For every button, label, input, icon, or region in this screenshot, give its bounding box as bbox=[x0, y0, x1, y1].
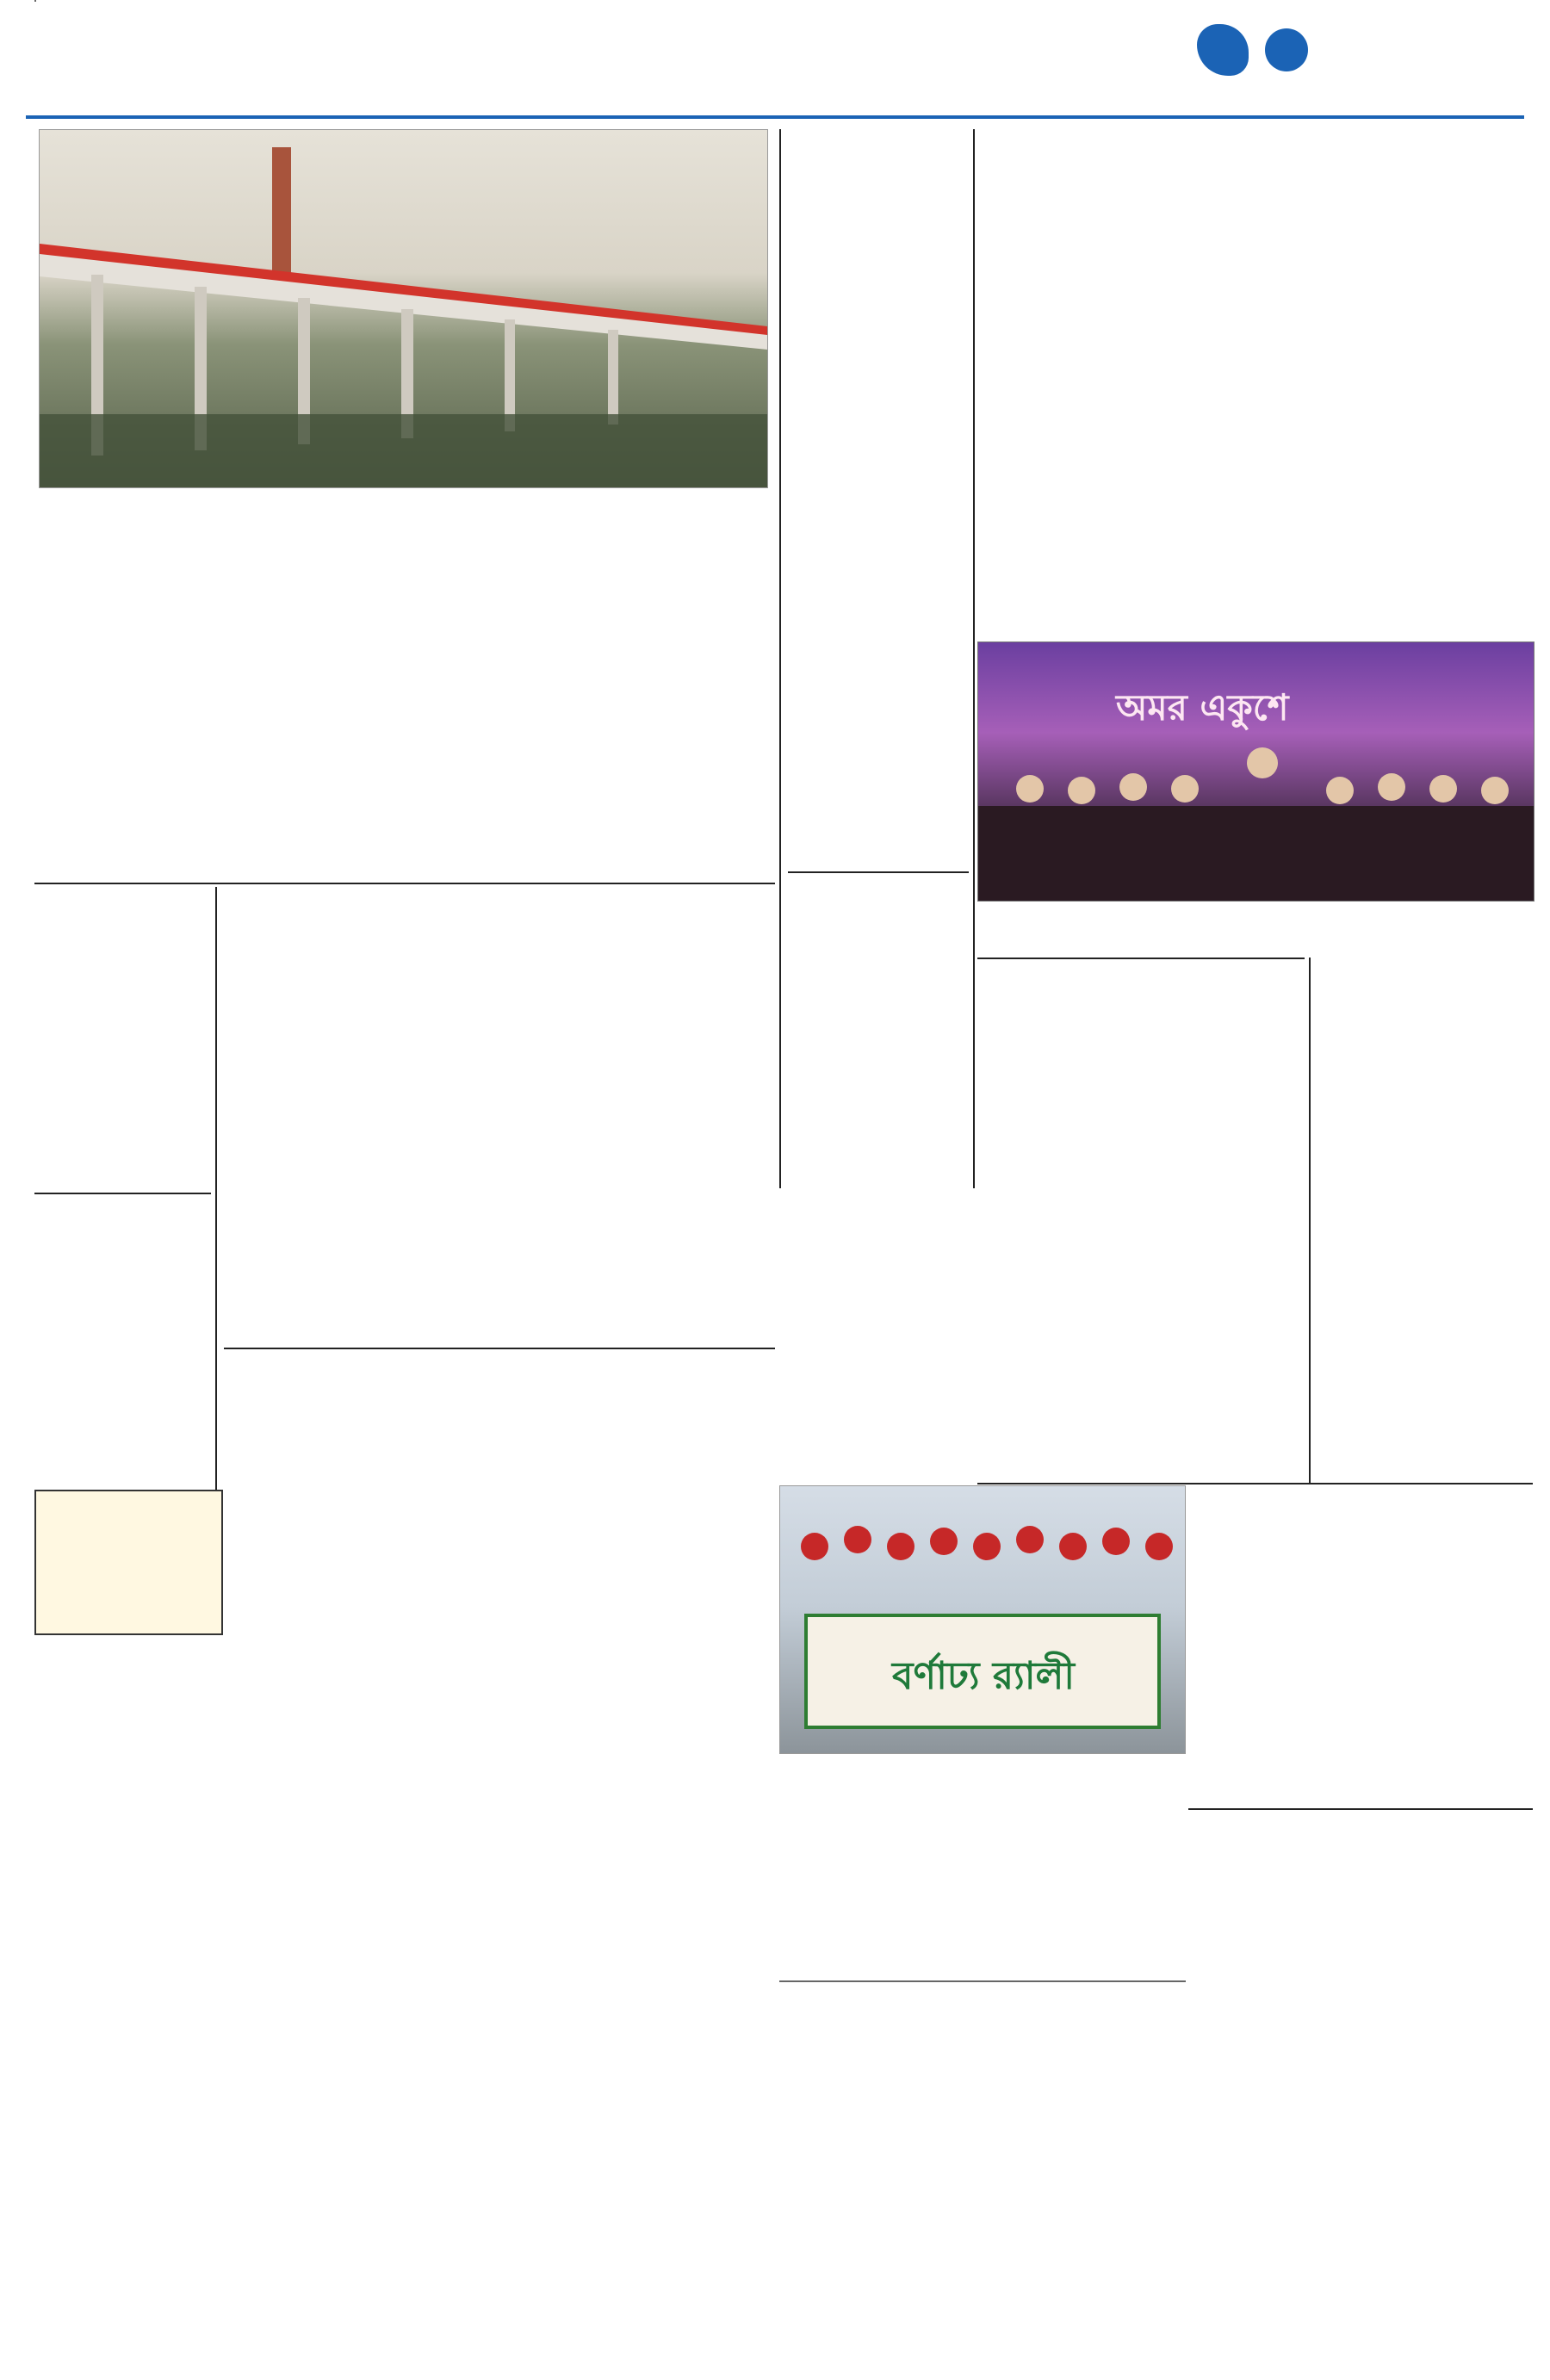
kurigram-rule bbox=[34, 883, 775, 884]
lalmonirhat-rule bbox=[977, 958, 1305, 959]
unused-spacer-2 bbox=[34, 0, 36, 2]
column-rule-2 bbox=[973, 129, 975, 1188]
chapai-rule bbox=[1309, 958, 1311, 1483]
section-badge bbox=[1197, 24, 1533, 84]
digital-body-1 bbox=[237, 1472, 495, 2342]
jobs-ad bbox=[34, 1490, 223, 1635]
digital-body-2 bbox=[508, 1472, 771, 2342]
chapai-body bbox=[1318, 1021, 1533, 1469]
sadullapur-rule bbox=[1188, 1808, 1533, 1810]
fulbari-rule bbox=[34, 1193, 211, 1194]
kurigram-body-1 bbox=[224, 1016, 396, 1343]
fair-body-2 bbox=[1262, 251, 1533, 630]
krishi-photo bbox=[779, 1485, 1186, 1754]
kurigram-body-2 bbox=[409, 1016, 586, 1343]
column-rule bbox=[779, 129, 781, 1188]
rally-illustration bbox=[780, 1486, 1185, 1753]
lalmonirhat-body-2 bbox=[1145, 1051, 1300, 1472]
adamdighi-body bbox=[34, 951, 211, 1184]
rally-banner-text: বর্ণাঢ্য র‍্যালী bbox=[892, 1654, 1075, 1698]
kurigram-body-3 bbox=[598, 1016, 775, 1343]
fulbari-body bbox=[34, 1264, 211, 1479]
dam-body-3 bbox=[530, 670, 771, 877]
dam-body-2 bbox=[284, 670, 517, 877]
bangladesh-map-icon bbox=[1197, 24, 1249, 76]
krishi-rule-top bbox=[977, 1483, 1533, 1484]
chimney-icon bbox=[272, 147, 291, 276]
dam-photo bbox=[39, 129, 768, 488]
masthead-rule bbox=[26, 115, 1524, 119]
lalmonirhat-body-1 bbox=[982, 1051, 1137, 1472]
pirganj-rule bbox=[788, 871, 969, 873]
stage-illustration bbox=[978, 642, 1534, 901]
stage-banner-text: অমর একুশে bbox=[1116, 686, 1289, 728]
followup-body bbox=[788, 251, 969, 820]
page-number bbox=[1265, 28, 1308, 71]
unused-spacer bbox=[779, 1980, 1186, 1982]
masthead-logo bbox=[34, 21, 301, 98]
digital-rule bbox=[224, 1348, 775, 1349]
dam-body-1 bbox=[39, 670, 271, 877]
sadullapur-body bbox=[1193, 1916, 1533, 2364]
pirganj-body bbox=[788, 982, 969, 1162]
fair-body-1 bbox=[982, 251, 1249, 630]
bridge-illustration bbox=[40, 130, 767, 487]
left-column-rule bbox=[215, 887, 217, 1498]
fair-photo bbox=[977, 641, 1534, 902]
rajarhat-body bbox=[1193, 1593, 1533, 1800]
jobs-ad-body bbox=[36, 1491, 221, 1498]
